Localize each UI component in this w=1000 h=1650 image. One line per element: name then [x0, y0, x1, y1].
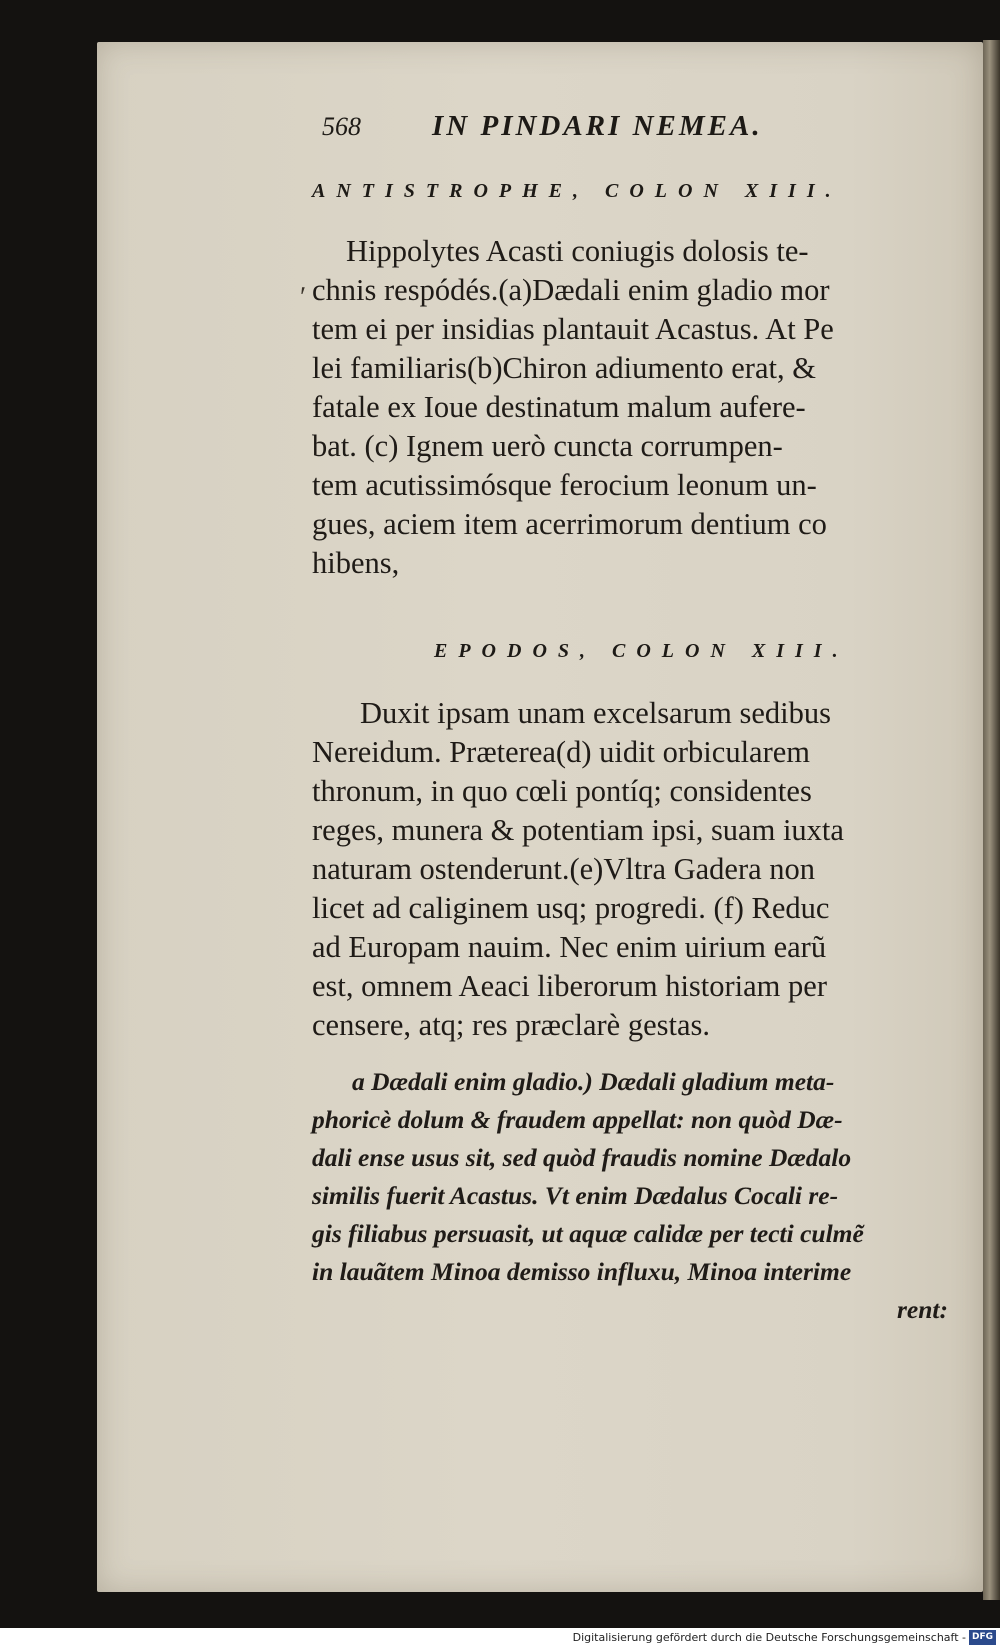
- page-number: 568: [322, 112, 361, 141]
- section-antistrophe-text: [312, 232, 834, 583]
- running-title: IN PINDARI NEMEA.: [432, 110, 763, 142]
- text-line: bat. (c) Ignem uerò cuncta corrumpen-: [312, 429, 783, 463]
- page-edge: [983, 40, 1000, 1600]
- text-line: licet ad caliginem usq; progredi. (f) Reduc: [312, 891, 830, 925]
- text-line: Nereidum. Præterea(d) uidit orbicularem: [312, 735, 810, 769]
- text-line: Duxit ipsam unam excelsarum sedibus: [360, 696, 831, 730]
- page-header: [322, 108, 902, 148]
- section-heading-antistrophe: ANTISTROPHE, COLON XIII.: [312, 180, 842, 202]
- text-line: censere, atq; res præclarè gestas.: [312, 1008, 711, 1042]
- catchword: rent:: [897, 1295, 948, 1324]
- note-line: in lauãtem Minoa demisso influxu, Minoa interime: [312, 1257, 852, 1286]
- text-line: lei familiaris(b)Chiron adiumento erat, &: [312, 351, 816, 385]
- text-line: hibens,: [312, 546, 400, 580]
- text-line: tem acutissimósque ferocium leonum un-: [312, 468, 817, 502]
- note-line: gis filiabus persuasit, ut aquæ calidæ per tecti culmẽ: [312, 1219, 864, 1248]
- text-line: est, omnem Aeaci liberorum historiam per: [312, 969, 827, 1003]
- text-line: chnis respódés.(a)Dædali enim gladio mor: [312, 273, 830, 307]
- section-epodos-text: [312, 694, 844, 1045]
- text-line: fatale ex Ioue destinatum malum aufere-: [312, 390, 806, 424]
- text-line: naturam ostenderunt.(e)Vltra Gadera non: [312, 852, 816, 886]
- text-line: tem ei per insidias plantauit Acastus. At Pe: [312, 312, 834, 346]
- note-line: phoricè dolum & fraudem appellat: non quòd Dæ-: [312, 1105, 843, 1134]
- note-line: a Dædali enim gladio.) Dædali gladium meta-: [352, 1067, 835, 1096]
- section-heading-epodos: EPODOS, COLON XIII.: [434, 640, 849, 662]
- text-line: ad Europam nauim. Nec enim uirium earũ: [312, 930, 827, 964]
- text-line: Hippolytes Acasti coniugis dolosis te-: [346, 234, 809, 268]
- text-line: thronum, in quo cœli pontíq; considentes: [312, 774, 812, 808]
- text-line: gues, aciem item acerrimorum dentium co: [312, 507, 827, 541]
- digitization-credit: Digitalisierung gefördert durch die Deutsche Forschungsgemeinschaft -: [572, 1631, 966, 1644]
- margin-mark: ʹ: [300, 282, 307, 313]
- note-line: dali ense usus sit, sed quòd fraudis nomine Dædalo: [312, 1143, 852, 1172]
- dfg-logo: DFG: [969, 1630, 996, 1645]
- commentary-notes: [312, 1063, 952, 1329]
- note-line: similis fuerit Acastus. Vt enim Dædalus Cocali re-: [312, 1181, 839, 1210]
- text-line: reges, munera & potentiam ipsi, suam iuxta: [312, 813, 844, 847]
